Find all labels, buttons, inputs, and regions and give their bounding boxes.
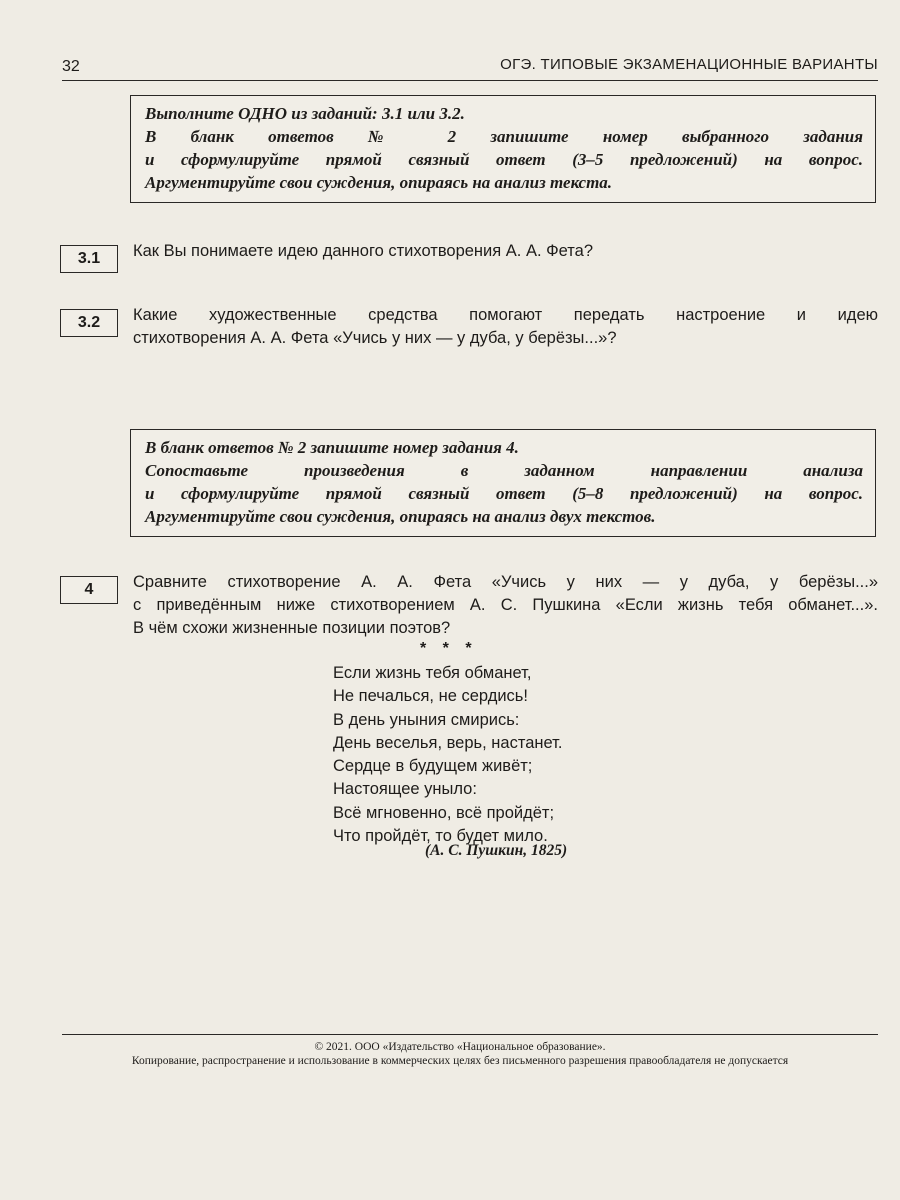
task-line: Сравните стихотворение А. А. Фета «Учись у них — у дуба, у берёзы...» [133,573,878,591]
poem-stars: * * * [420,640,478,657]
task-line: стихотворения А. А. Фета «Учись у них — у дуба, у берёзы...»? [133,329,617,347]
task-line: с приведённым ниже стихотворением А. С. Пушкина «Если жизнь тебя обманет...». [133,596,878,614]
footer-copyright: © 2021. ООО «Издательство «Национальное образование». [314,1041,606,1053]
footer-notice: Копирование, распространение и использование в коммерческих целях без письменного разрешения правообладателя не допускается [131,1055,789,1067]
poem-line: Если жизнь тебя обманет, [333,664,532,682]
task-number-3-2: 3.2 [60,309,118,337]
instruction-line: Выполните ОДНО из заданий: 3.1 или 3.2. [145,104,465,123]
footer-divider [62,1034,878,1035]
page-footer [40,1040,880,1068]
task-4-question [133,571,878,640]
poem-line: Что пройдёт, то будет мило. [333,827,548,846]
poem-line: Сердце в будущем живёт; [333,757,533,776]
pushkin-poem [333,662,562,848]
instruction-box-choose-task [130,95,876,203]
task-3-1-question [133,240,878,263]
instruction-line: и сформулируйте прямой связный ответ (5–8 предложений) на вопрос. [145,484,863,503]
task-line: Какие художественные средства помогают передать настроение и идею [133,306,878,324]
instruction-box-compare [130,429,876,537]
task-line: Как Вы понимаете идею данного стихотворения А. А. Фета? [133,242,594,260]
poem-line: День веселья, верь, настанет. [333,733,563,752]
poem-line: В день уныния смирись: [333,710,520,729]
running-title: ОГЭ. ТИПОВЫЕ ЭКЗАМЕНАЦИОННЫЕ ВАРИАНТЫ [500,56,878,73]
instruction-line: Аргументируйте свои суждения, опираясь на анализ двух текстов. [145,507,656,526]
task-number-4: 4 [60,576,118,604]
task-3-2-question [133,304,878,350]
page-header [62,54,878,81]
task-number-3-1: 3.1 [60,245,118,273]
page-number: 32 [62,58,80,75]
poem-line: Не печалься, не сердись! [333,687,528,706]
task-line: В чём схожи жизненные позиции поэтов? [133,619,451,637]
instruction-line: В бланк ответов № 2 запишите номер задания 4. [145,438,519,457]
instruction-line: и сформулируйте прямой связный ответ (3–5 предложений) на вопрос. [145,150,863,169]
poem-attribution: (А. С. Пушкин, 1825) [425,842,568,859]
instruction-line: Аргументируйте свои суждения, опираясь на анализ текста. [145,173,613,192]
instruction-line: Сопоставьте произведения в заданном направлении анализа [145,461,863,480]
poem-line: Настоящее уныло: [333,780,477,799]
poem-line: Всё мгновенно, всё пройдёт; [333,803,555,822]
instruction-line: В бланк ответов № 2 запишите номер выбранного задания [145,127,863,146]
